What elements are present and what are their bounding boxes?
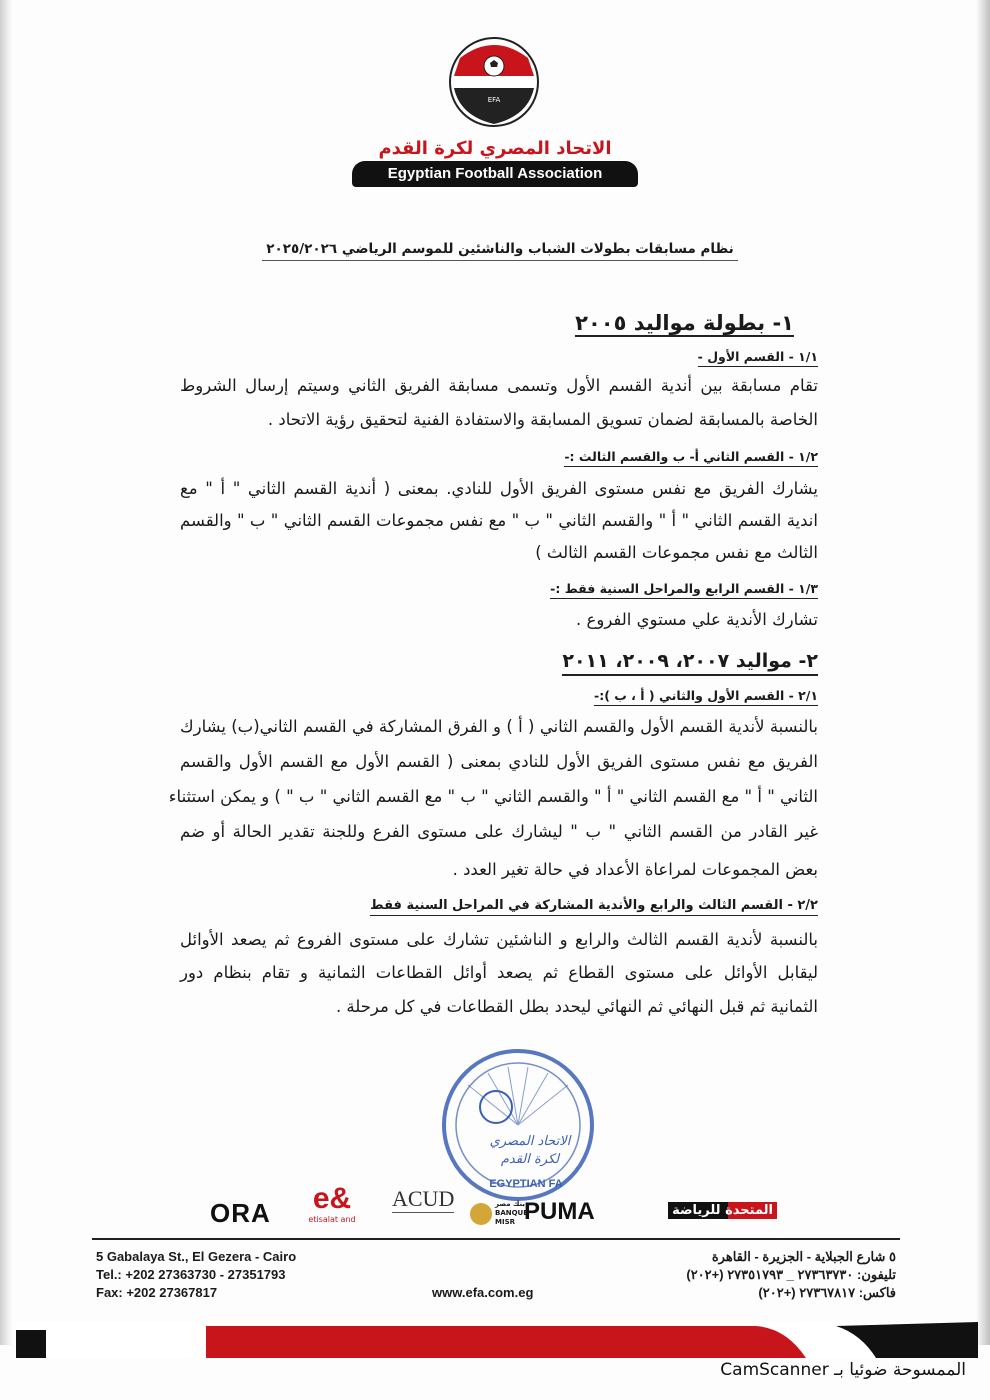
section-2-heading: ٢- مواليد ٢٠٠٧، ٢٠٠٩، ٢٠١١ [562, 650, 818, 676]
paragraph-line: تقام مسابقة بين أندية القسم الأول وتسمى مسابقة الفريق الثاني وسيتم إرسال الشروط [180, 376, 818, 395]
sponsor-acud: ACUD [392, 1186, 455, 1211]
subsection-2-1-label: ٢/١ - القسم الأول والثاني ( أ ، ب ):- [594, 688, 818, 706]
paragraph-line: اندية القسم الثاني " أ " والقسم الثاني " ب " مع نفس مجموعات القسم الثاني " ب " والقسم [180, 511, 818, 530]
logo-english-name: Egyptian Football Association [387, 165, 603, 182]
etisalat-label: etisalat and [308, 1215, 356, 1224]
footer-flag-band [16, 1322, 978, 1358]
fax-ar: فاكس: ٢٧٣٦٧٨١٧ (+٢٠٢) [758, 1285, 896, 1300]
sponsor-etisalat [302, 1183, 362, 1224]
banque-misr-coin-icon [470, 1203, 492, 1225]
logo-english-banner [352, 161, 638, 187]
svg-text:EFA: EFA [487, 96, 501, 104]
document-title: نظام مسابقات بطولات الشباب والناشئين للموسم الرياضي ٢٠٢٥/٢٠٢٦ [262, 241, 738, 261]
sponsor-puma: PUMA [524, 1198, 595, 1225]
address-en: 5 Gabalaya St., El Gezera - Cairo [96, 1249, 297, 1264]
paragraph-line: الفريق مع نفس مستوى الفريق الأول للنادي بمعنى ( القسم الأول مع القسم الأول والقسم [180, 752, 818, 771]
paragraph-line: ليقابل الأوائل على مستوى القطاع ثم يصعد أوائل القطاعات الثمانية و تقام بنظام دور [180, 963, 818, 982]
subsection-1-3-label: ١/٣ - القسم الرابع والمراحل السنية فقط :- [550, 581, 818, 599]
logo-arabic-name: الاتحاد المصري لكرة القدم [378, 138, 612, 159]
paragraph-line: الثالث مع نفس مجموعات القسم الثالث ) [535, 543, 818, 562]
efa-emblem-logo [448, 36, 540, 128]
paragraph-line: بالنسبة لأندية القسم الثالث والرابع و الناشئين تشارك على مستوى الفروع ثم يصعد الأوائل [180, 930, 818, 949]
subsection-2-2-label: ٢/٢ - القسم الثالث والرابع والأندية المشاركة في المراحل السنية فقط [370, 898, 818, 916]
section-1-heading: ١- بطولة مواليد ٢٠٠٥ [575, 311, 794, 335]
footer-address-ar [686, 1248, 896, 1302]
phone-ar: تليفون: ٢٧٣٦٣٧٣٠ _ ٢٧٣٥١٧٩٣ (+٢٠٢) [686, 1267, 896, 1282]
paragraph-line: الخاصة بالمسابقة لضمان تسويق المسابقة والاستفادة الفنية لتحقيق رؤية الاتحاد . [267, 410, 818, 429]
paragraph-line: غير القادر من القسم الثاني " ب " ليشارك على مستوى الفرع وللجنة تقدير الحالة أو ضم [180, 822, 818, 841]
svg-text:EGYPTIAN FA: EGYPTIAN FA [489, 1178, 563, 1190]
sponsor-united-sports [632, 1203, 777, 1218]
scan-edge-right [976, 0, 990, 1345]
svg-text:لكرة القدم: لكرة القدم [500, 1152, 560, 1167]
phone-en: Tel.: +202 27363730 - 27351793 [96, 1267, 286, 1282]
subsection-1-2-label: ١/٢ - القسم الثاني أ- ب والقسم الثالث :- [564, 449, 818, 467]
sponsor-ora: ORA [210, 1198, 271, 1228]
svg-text:الاتحاد المصري: الاتحاد المصري [489, 1134, 571, 1149]
united-sports-label: المتحدة للرياضة [668, 1202, 777, 1219]
paragraph-line: الثاني " أ " مع القسم الثاني " أ " والقسم الثاني " ب " مع القسم الثاني " ب " ) و يمكن استثناء [168, 787, 818, 806]
paragraph-line: بعض المجموعات لمراعاة الأعداد في حالة تغير العدد . [452, 860, 818, 879]
fax-en: Fax: +202 27367817 [96, 1285, 218, 1300]
banque-misr-label: بنك مصر BANQUE MISR [495, 1200, 529, 1226]
scan-edge-left [0, 0, 12, 1345]
official-stamp [438, 1045, 598, 1205]
address-ar: ٥ شارع الجبلاية - الجزيرة - القاهرة [711, 1249, 896, 1264]
footer-address-en [96, 1248, 296, 1302]
paragraph-line: بالنسبة لأندية القسم الأول والقسم الثاني ( أ ) و الفرق المشاركة في القسم الثاني(ب) يشارك [180, 717, 818, 736]
paragraph-line: تشارك الأندية علي مستوي الفروع . [576, 610, 818, 629]
paragraph-line: الثمانية ثم قبل النهائي ثم النهائي ليحدد بطل القطاعات في كل مرحلة . [335, 997, 818, 1016]
website-link[interactable]: www.efa.com.eg [432, 1285, 534, 1300]
camscanner-watermark: الممسوحة ضوئيا بـ CamScanner [720, 1360, 966, 1380]
etisalat-logo-icon: e& [312, 1182, 352, 1215]
subsection-1-1-label: ١/١ - القسم الأول - [698, 349, 818, 367]
paragraph-line: يشارك الفريق مع نفس مستوى الفريق الأول للنادي. بمعنى ( أندية القسم الثاني " أ " مع [180, 479, 818, 498]
footer-divider [92, 1238, 900, 1240]
